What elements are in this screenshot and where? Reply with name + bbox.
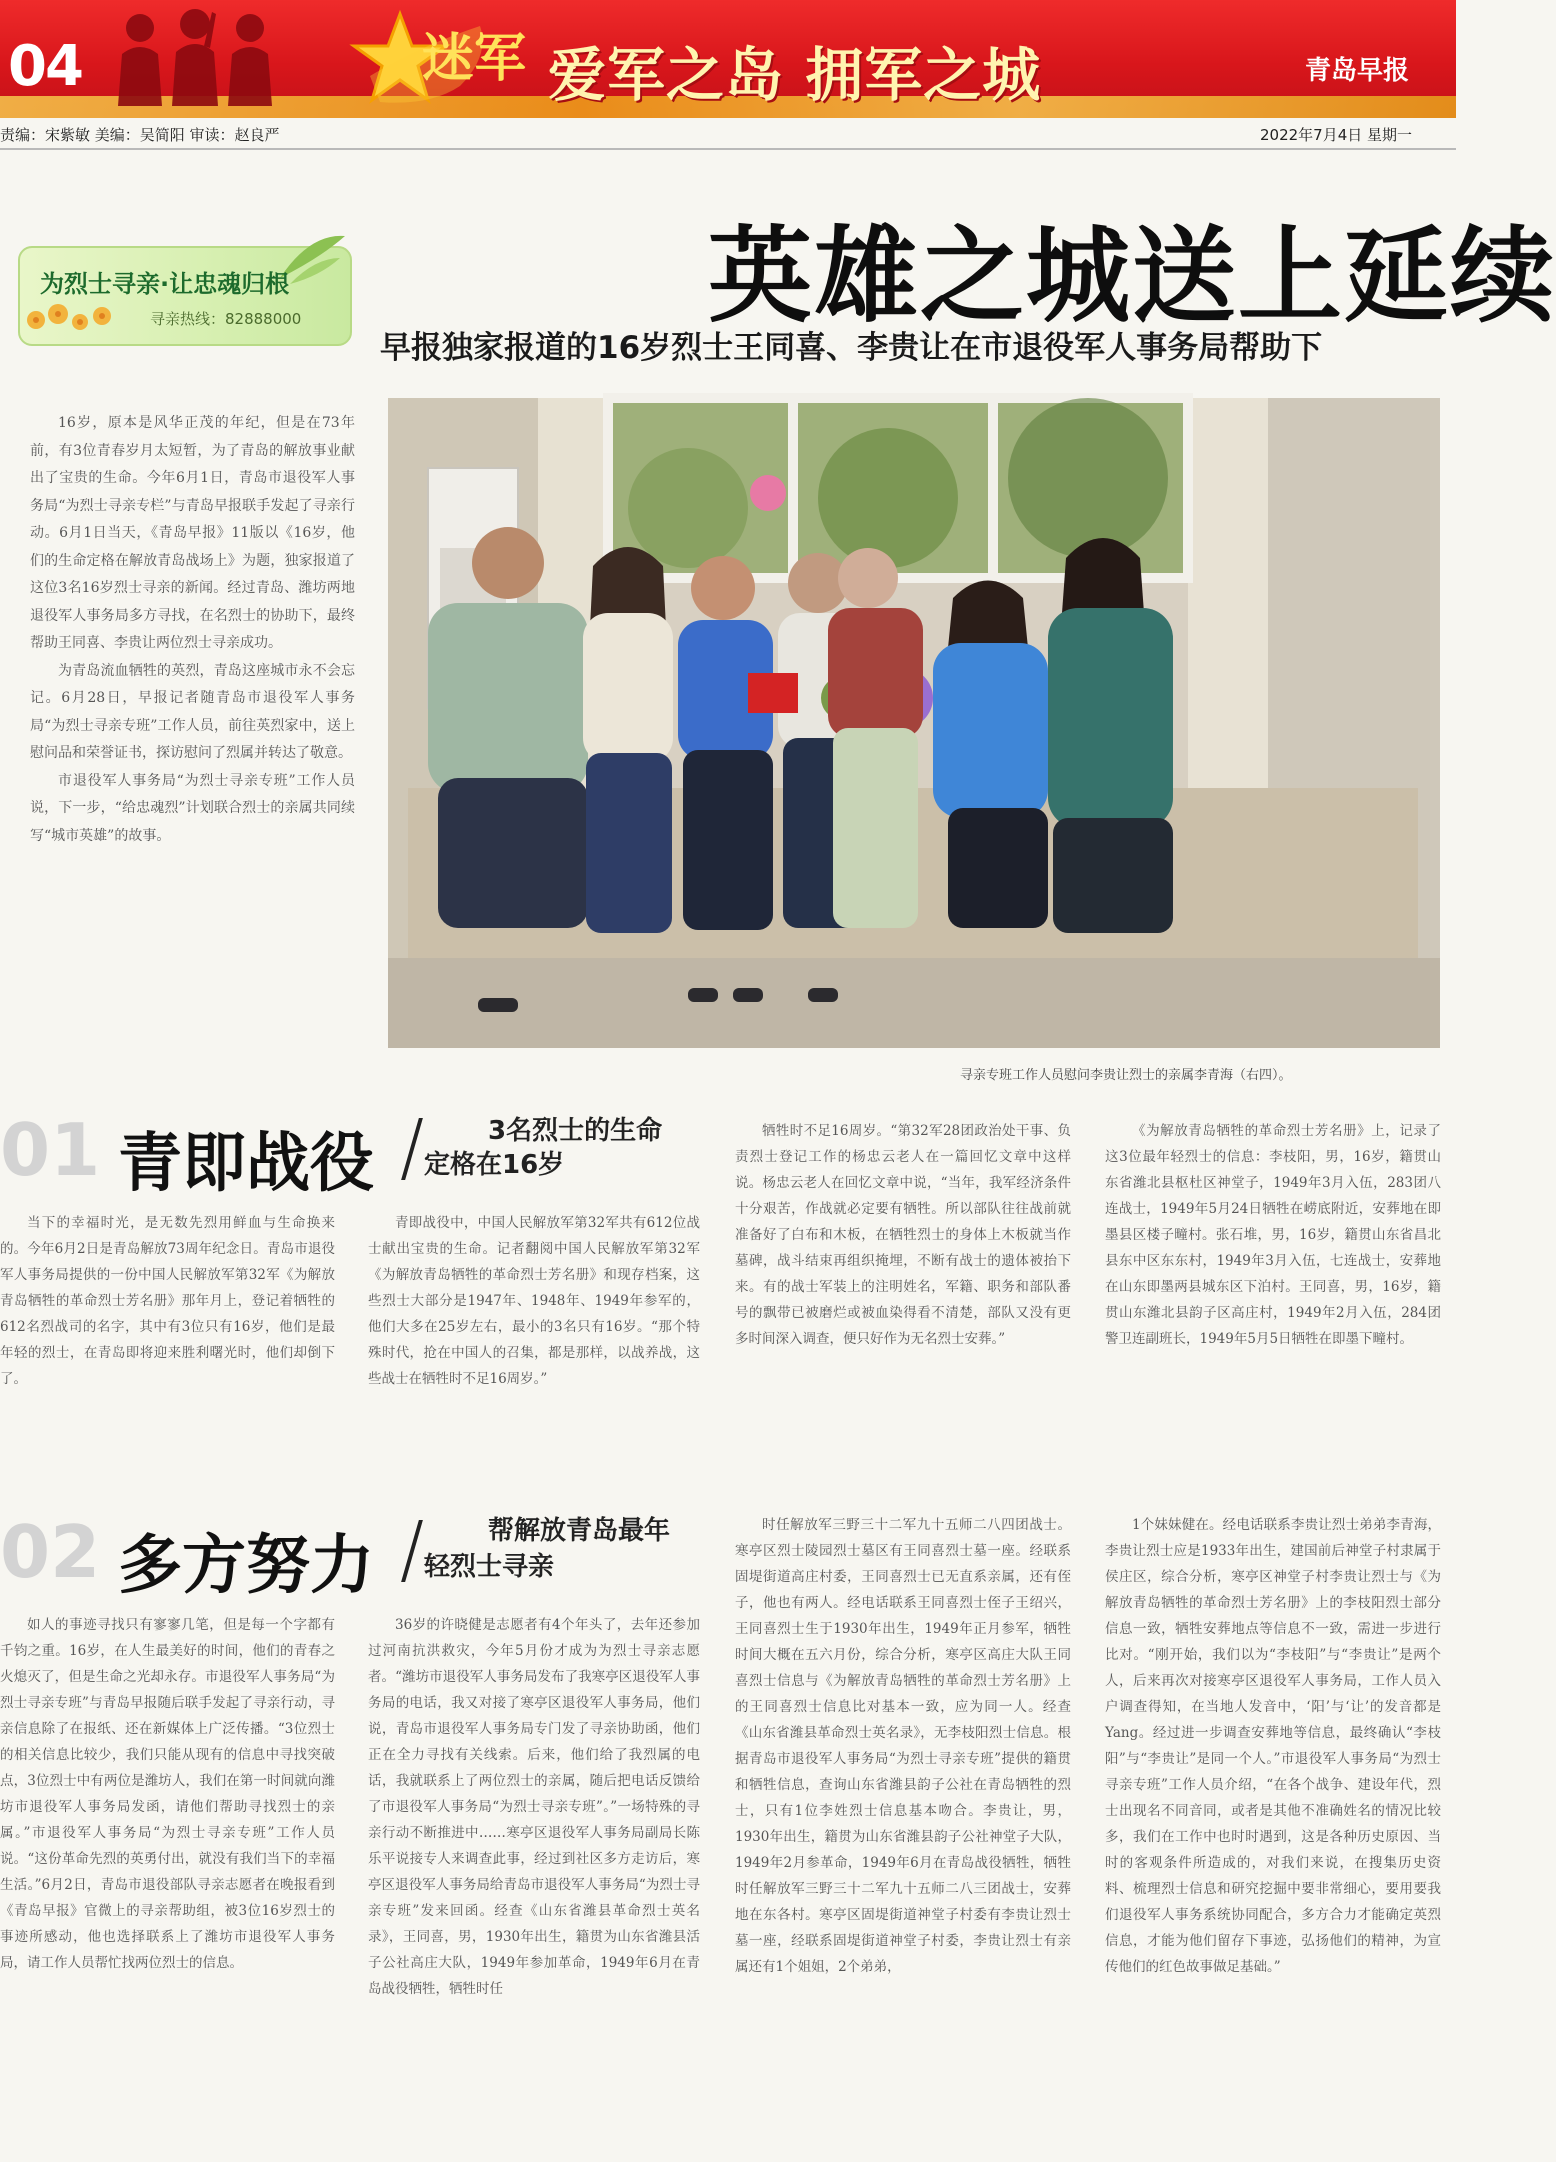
star-logo-icon <box>340 6 540 116</box>
article-paragraph: 时任解放军三野三十二军九十五师二八四团战士。寒亭区烈士陵园烈士墓区有王同喜烈士墓一座。经联系固堤街道高庄村委，王同喜烈士已无直系亲属，还有侄子，他也有两人。经电话联系王同喜烈士侄子王绍兴，王同喜烈士生于1930年出生，1949年正月参军，牺牲时间大概在五六月份，综合分析，寒亭区高庄大队王同喜烈士信息与《为解放青岛牺牲的革命烈士芳名册》上的王同喜烈士信息比对基本一致，应为同一人。经查《山东省潍县革命烈士英名录》，无李枝阳烈士信息。根据青岛市退役军人事务局“为烈士寻亲专班”提供的籍贯和牺牲信息，查询山东省潍县韵子公社在青岛牺牲的烈士，只有1位李姓烈士信息基本吻合。李贵让，男，1930年出生，籍贯为山东省潍县韵子公社神堂子大队，1949年2月参革命，1949年6月在青岛战役牺牲，牺牲时任解放军三野三十二军九十五师二八三团战士，安葬地在东各村。寒亭区固堤街道神堂子村委有李贵让烈士墓一座，经联系固堤街道神堂子村委，李贵让烈士有亲属还有1个姐姐，2个弟弟， <box>735 1517 1071 1975</box>
article-paragraph: 36岁的许晓健是志愿者有4个年头了，去年还参加过河南抗洪救灾，今年5月份才成为为烈士寻亲志愿者。“潍坊市退役军人事务局发布了我寒亭区退役军人事务局的电话，我又对接了寒亭区退役军人事务局，他们说，青岛市退役军人事务局专门发了寻亲协助函，他们正在全力寻找有关线索。后来，他们给了我烈属的电话，我就联系上了两位烈士的亲属，随后把电话反馈给了市退役军人事务局“为烈士寻亲专班”。”一场特殊的寻亲行动不断推进中……寒亭区退役军人事务局副局长陈乐平说接专人来调查此事，经过到社区多方走访后，寒亭区退役军人事务局给青岛市退役军人事务局“为烈士寻亲专班”发来回函。经查《山东省潍县革命烈士英名录》，王同喜，男，1930年出生，籍贯为山东省潍县活子公社高庄大队，1949年参加革命，1949年6月在青岛战役牺牲，牺牲时任 <box>368 1617 700 1997</box>
logo-text: 迷军 <box>422 28 527 89</box>
badge-title: 为烈士寻亲·让忠魂归根 <box>40 270 290 298</box>
badge-hotline: 寻亲热线：82888000 <box>150 310 302 328</box>
publication-date: 2022年7月4日 星期一 <box>1260 126 1413 144</box>
section-number: 02 <box>0 1510 101 1594</box>
article-paragraph: 当下的幸福时光，是无数先烈用鲜血与生命换来的。今年6月2日是青岛解放73周年纪念日。青岛市退役军人事务局提供的一份中国人民解放军第32军《为解放青岛牺牲的革命烈士芳名册》那年月上，登记着牺牲的612名烈战司的名字，其中有3位只有16岁，他们是最年轻的烈士，在青岛即将迎来胜利曙光时，他们却倒下了。 <box>0 1215 335 1387</box>
article-column <box>1105 1118 1441 1460</box>
subheadline-container <box>380 322 1460 366</box>
section-subtitle: 轻烈士寻亲 <box>424 1552 555 1582</box>
lede-text <box>30 410 355 990</box>
page-number: 04 <box>8 34 82 99</box>
section-subtitle: 帮解放青岛最年 <box>488 1516 671 1546</box>
newspaper-brand: 青岛早报 <box>1305 56 1410 86</box>
article-paragraph: 如人的事迹寻找只有寥寥几笔，但是每一个字都有千钧之重。16岁，在人生最美好的时间，他们的青春之火熄灭了，但是生命之光却永存。市退役军人事务局“为烈士寻亲专班”与青岛早报随后联手发起了寻亲行动，寻亲信息除了在报纸、还在新媒体上广泛传播。“3位烈士的相关信息比较少，我们只能从现有的信息中寻找突破点，3位烈士中有两位是潍坊人，我们在第一时间就向潍坊市退役军人事务局发函，请他们帮助寻找烈士的亲属。”市退役军人事务局“为烈士寻亲专班”工作人员说。“这份革命先烈的英勇付出，就没有我们当下的幸福生活。”6月2日，青岛市退役部队寻亲志愿者在晚报看到《青岛早报》官微上的寻亲帮助组，被3位16岁烈士的事迹所感动，他也选择联系上了潍坊市退役军人事务局，请工作人员帮忙找两位烈士的信息。 <box>0 1617 335 1971</box>
article-column <box>368 1612 700 2158</box>
section-subtitle: 3名烈士的生命 <box>488 1116 663 1146</box>
article-paragraph: 牺牲时不足16周岁。“第32军28团政治处干事、负责烈士登记工作的杨忠云老人在一篇回忆文章中这样说。杨忠云老人在回忆文章中说，“当年，我军经济条件十分艰苦，作战就必定要有牺牲。所以部队往往战前就准备好了白布和木板，在牺牲烈士的身体上木板就当作墓碑，战斗结束再组织掩埋，不断有战士的遗体被抬下来。有的战士军装上的注明姓名，军籍、职务和部队番号的飘带已被磨烂或被血染得看不清楚，部队又没有更多时间深入调查，便只好作为无名烈士安葬。” <box>735 1123 1071 1347</box>
section-divider <box>401 1118 423 1180</box>
banner-slogan: 爱军之岛 拥军之城 <box>548 41 1042 109</box>
lede-paragraph: 为青岛流血牺牲的英烈，青岛这座城市永不会忘记。6月28日，早报记者随青岛市退役军人事务局“为烈士寻亲专班”工作人员，前往英烈家中，送上慰问品和荣誉证书，探访慰问了烈属并转达了敬意。 <box>30 662 355 761</box>
subheadline: 早报独家报道的16岁烈士王同喜、李贵让在市退役军人事务局帮助下 <box>380 330 1323 366</box>
article-column <box>735 1118 1071 1460</box>
section-subtitle: 定格在16岁 <box>424 1150 565 1180</box>
editor-credits: 责编：宋紫敏 美编：吴简阳 审读：赵良严 <box>0 126 280 144</box>
header-rule <box>0 148 1456 150</box>
lede-paragraph: 市退役军人事务局“为烈士寻亲专班”工作人员说，下一步，“给忠魂烈”计划联合烈士的亲属共同续写“城市英雄”的故事。 <box>30 772 355 844</box>
article-column <box>1105 1512 1441 2158</box>
article-paragraph: 1个妹妹健在。经电话联系李贵让烈士弟弟李青海，李贵让烈士应是1933年出生，建国前后神堂子村隶属于侯庄区，综合分析，寒亭区神堂子村李贵让烈士与《为解放青岛牺牲的革命烈士芳名册》上的李枝阳烈士部分信息一致，牺牲安葬地点等信息不一致，需进一步进行比对。“刚开始，我们以为“李枝阳”与“李贵让”是两个人，后来再次对接寒亭区退役军人事务局，工作人员入户调查得知，在当地人发音中，‘阳’与‘让’的发音都是Yang。经过进一步调查安葬地等信息，最终确认“李枝阳”与“李贵让”是同一个人。”市退役军人事务局“为烈士寻亲专班”工作人员介绍，“在各个战争、建设年代，烈士出现名不同音同，或者是其他不准确姓名的情况比较多，我们在工作中也时时遇到，这是各种历史原因、当时的客观条件所造成的，对我们来说，在搜集历史资料、梳理烈士信息和研究挖掘中要非常细心，要用要我们退役军人事务系统协同配合，多方合力才能确定英烈信息，才能为他们留存下事迹，弘扬他们的精神，为宣传他们的红色故事做足基础。” <box>1105 1517 1441 1975</box>
soldier-silhouettes-icon <box>100 6 300 106</box>
section-title: 多方努力 <box>118 1528 374 1603</box>
article-column <box>368 1210 700 1460</box>
news-photo <box>388 398 1440 1048</box>
article-paragraph: 青即战役中，中国人民解放军第32军共有612位战士献出宝贵的生命。记者翻阅中国人民解放军第32军《为解放青岛牺牲的革命烈士芳名册》和现存档案，这些烈士大部分是1947年、1948年、1949年参军的，他们大多在25岁左右，最小的3名只有16岁。“那个特殊时代，抢在中国人的召集，都是那样，以战养战，这些战士在牺牲时不足16周岁。” <box>368 1215 700 1387</box>
section-divider <box>401 1520 423 1582</box>
article-column <box>735 1512 1071 2158</box>
article-column <box>0 1612 335 2158</box>
photo-caption: 寻亲专班工作人员慰问李贵让烈士的亲属李青海（右四）。 <box>960 1068 1292 1083</box>
section-number: 01 <box>0 1108 101 1192</box>
headline: 英雄之城送上延续 <box>708 215 1556 337</box>
family-group-photo <box>388 398 1440 1048</box>
section-title: 青即战役 <box>118 1126 374 1201</box>
headline-container <box>700 186 1556 337</box>
lede-paragraph: 16岁，原本是风华正茂的年纪，但是在73年前，有3位青春岁月太短暂，为了青岛的解放事业献出了宝贵的生命。今年6月1日，青岛市退役军人事务局“为烈士寻亲专栏”与青岛早报联手发起了寻亲行动。6月1日当天，《青岛早报》11版以《16岁，他们的生命定格在解放青岛战场上》为题，独家报道了这位3名16岁烈士寻亲的新闻。经过青岛、潍坊两地退役军人事务局多方寻找，在名烈士的协助下，最终帮助王同喜、李贵让两位烈士寻亲成功。 <box>30 415 355 651</box>
article-column <box>0 1210 335 1460</box>
article-paragraph: 《为解放青岛牺牲的革命烈士芳名册》上，记录了这3位最年轻烈士的信息：李枝阳，男，16岁，籍贯山东省潍北县枢杜区神堂子，1949年3月入伍，283团八连战士，1949年5月24日牺牲在崂底附近，安葬地在即墨县区楼子疃村。张石堆，男，16岁，籍贯山东省昌北县东中区东东村，1949年3月入伍，七连战士，安葬地在山东即墨两县城东区下泊村。王同喜，男，16岁，籍贯山东潍北县韵子区高庄村，1949年2月入伍，284团警卫连副班长，1949年5月5日牺牲在即墨下疃村。 <box>1105 1123 1441 1347</box>
